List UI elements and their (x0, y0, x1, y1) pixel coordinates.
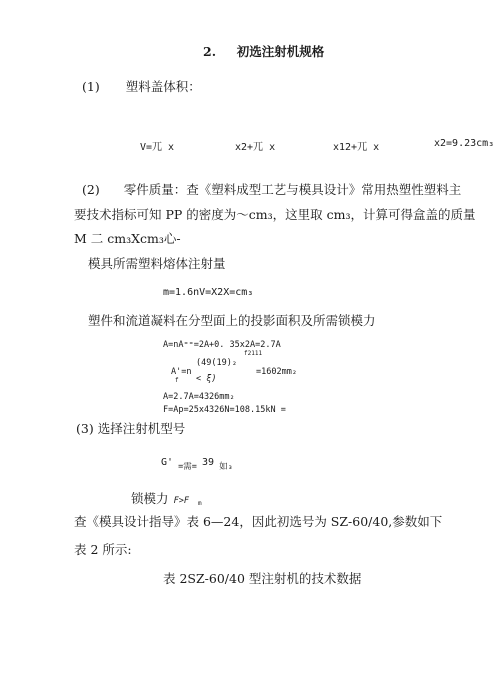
clamp-condition (131, 488, 189, 507)
item-2-label: (2) (82, 182, 100, 197)
clamping-line-1: A=nA⁼⁼=2A+0. 35x2A=2.7A (163, 340, 281, 350)
clamping-heading: 塑件和流道凝料在分型面上的投影面积及所需锁模力 (88, 313, 376, 328)
clamp-sub: m (198, 500, 202, 507)
item-2-line-2: 要技术指标可知 PP 的密度为～cm₃，这里取 cm₃，计算可得盒盖的质量 (74, 207, 476, 222)
item-2-line-1 (82, 180, 461, 198)
volume-formula-part-4: x2=9.23cm₃ (434, 138, 495, 149)
clamping-line-2-result: =1602mm₂ (256, 367, 297, 377)
section-title: 初选注射机规格 (236, 44, 325, 59)
clamping-line-2-frac-bottom: < ξ) (196, 374, 217, 384)
item-1-text: 塑料盖体积： (125, 79, 201, 94)
clamp-label: 锁模力 (131, 491, 169, 506)
item-1 (82, 77, 201, 95)
table-caption: 表 2SZ-60/40 型注射机的技术数据 (163, 571, 362, 586)
item-2-line-3: M 二 cm₃Xcm₃心- (74, 231, 181, 246)
clamping-line-1-sub: f2111 (244, 350, 263, 357)
clamping-line-3: A=2.7A=4326mm₂ (163, 392, 235, 402)
volume-formula-part-1: V=兀 x (140, 142, 175, 153)
machine-size-formula (161, 450, 233, 472)
injection-volume-heading: 模具所需塑料熔体注射量 (88, 256, 226, 271)
item-3 (76, 419, 185, 437)
formula-g: G' (161, 457, 174, 468)
injection-volume-formula: m=1.6nV=X2X=cm₃ (163, 287, 254, 298)
volume-formula-part-3: x12+兀 x (333, 142, 380, 153)
selection-line-2: 表 2 所示: (74, 542, 132, 557)
formula-num: 39 (201, 457, 215, 468)
clamping-line-2-frac-top: (49(19)₂ (196, 358, 237, 368)
formula-tail: 如₃ (219, 462, 233, 472)
formula-eq: =需= (178, 462, 197, 472)
volume-formula-part-2: x2+兀 x (235, 142, 276, 153)
item-3-label: (3) (76, 421, 94, 436)
clamp-expression: F>F (173, 496, 189, 506)
item-2-text-1: 零件质量：查《塑料成型工艺与模具设计》常用热塑性塑料主 (123, 182, 462, 197)
clamping-line-4: F=Ap=25x4326N=108.15kN = (163, 405, 286, 415)
selection-line-1: 查《模具设计指导》表 6—24，因此初选号为 SZ-60/40,参数如下 (74, 514, 443, 529)
item-1-label: (1) (82, 79, 100, 94)
clamping-line-2-left: A'=n (171, 367, 192, 377)
item-3-text: 选择注射机型号 (97, 421, 186, 436)
section-number: 2. (203, 44, 217, 59)
clamping-line-2-sub: f (175, 377, 179, 384)
section-heading (203, 42, 324, 60)
